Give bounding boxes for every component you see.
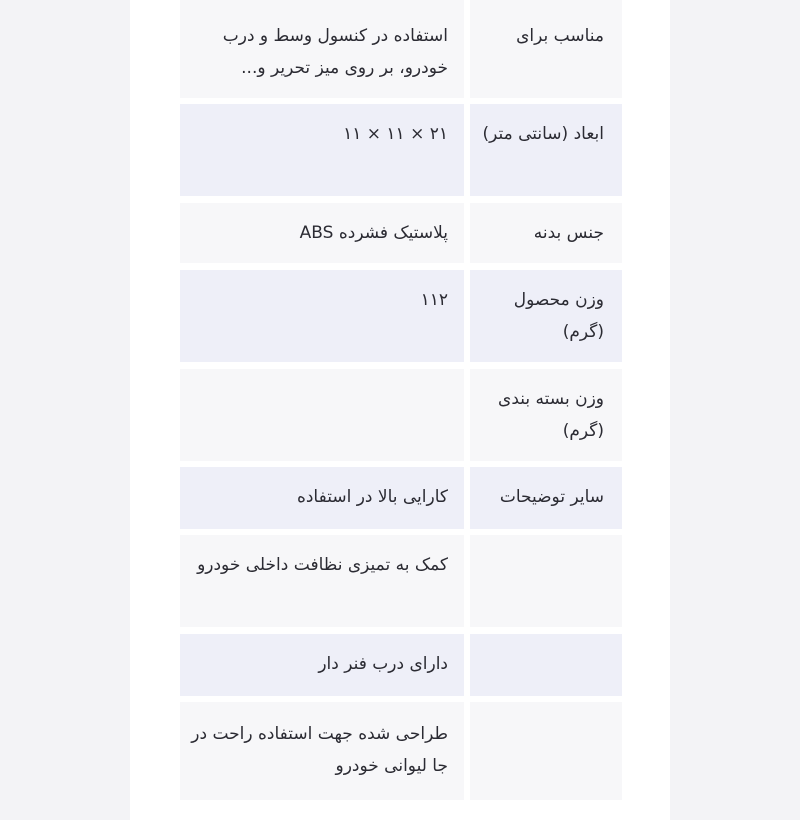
spec-label <box>470 535 622 627</box>
spec-row-other-notes-2 <box>180 535 622 627</box>
spec-value: کارایی بالا در استفاده <box>180 467 464 529</box>
spec-value: ۲۱ × ۱۱ × ۱۱ <box>180 104 464 196</box>
spec-label: ابعاد (سانتی متر) <box>470 104 622 196</box>
spec-label: وزن محصول (گرم) <box>470 270 622 362</box>
spec-row-dimensions <box>180 104 622 196</box>
spec-value: کمک به تمیزی نظافت داخلی خودرو <box>180 535 464 627</box>
spec-value: طراحی شده جهت استفاده راحت در جا لیوانی خودرو <box>180 702 464 800</box>
spec-label <box>470 702 622 800</box>
spec-value: استفاده در کنسول وسط و درب خودرو، بر روی میز تحریر و... <box>180 0 464 98</box>
spec-value: پلاستیک فشرده ABS <box>180 203 464 263</box>
spec-row-body-material <box>180 203 622 263</box>
spec-label: جنس بدنه <box>470 203 622 263</box>
spec-value: ۱۱۲ <box>180 270 464 362</box>
spec-label: وزن بسته بندی (گرم) <box>470 369 622 461</box>
spec-label: سایر توضیحات <box>470 467 622 529</box>
spec-label <box>470 634 622 696</box>
spec-label: مناسب برای <box>470 0 622 98</box>
spec-row-suitable-for <box>180 0 622 98</box>
spec-value: دارای درب فنر دار <box>180 634 464 696</box>
spec-value <box>180 369 464 461</box>
spec-row-product-weight <box>180 270 622 362</box>
spec-row-package-weight <box>180 369 622 461</box>
spec-row-other-notes <box>180 467 622 529</box>
spec-row-other-notes-3 <box>180 634 622 696</box>
spec-row-other-notes-4 <box>180 702 622 800</box>
